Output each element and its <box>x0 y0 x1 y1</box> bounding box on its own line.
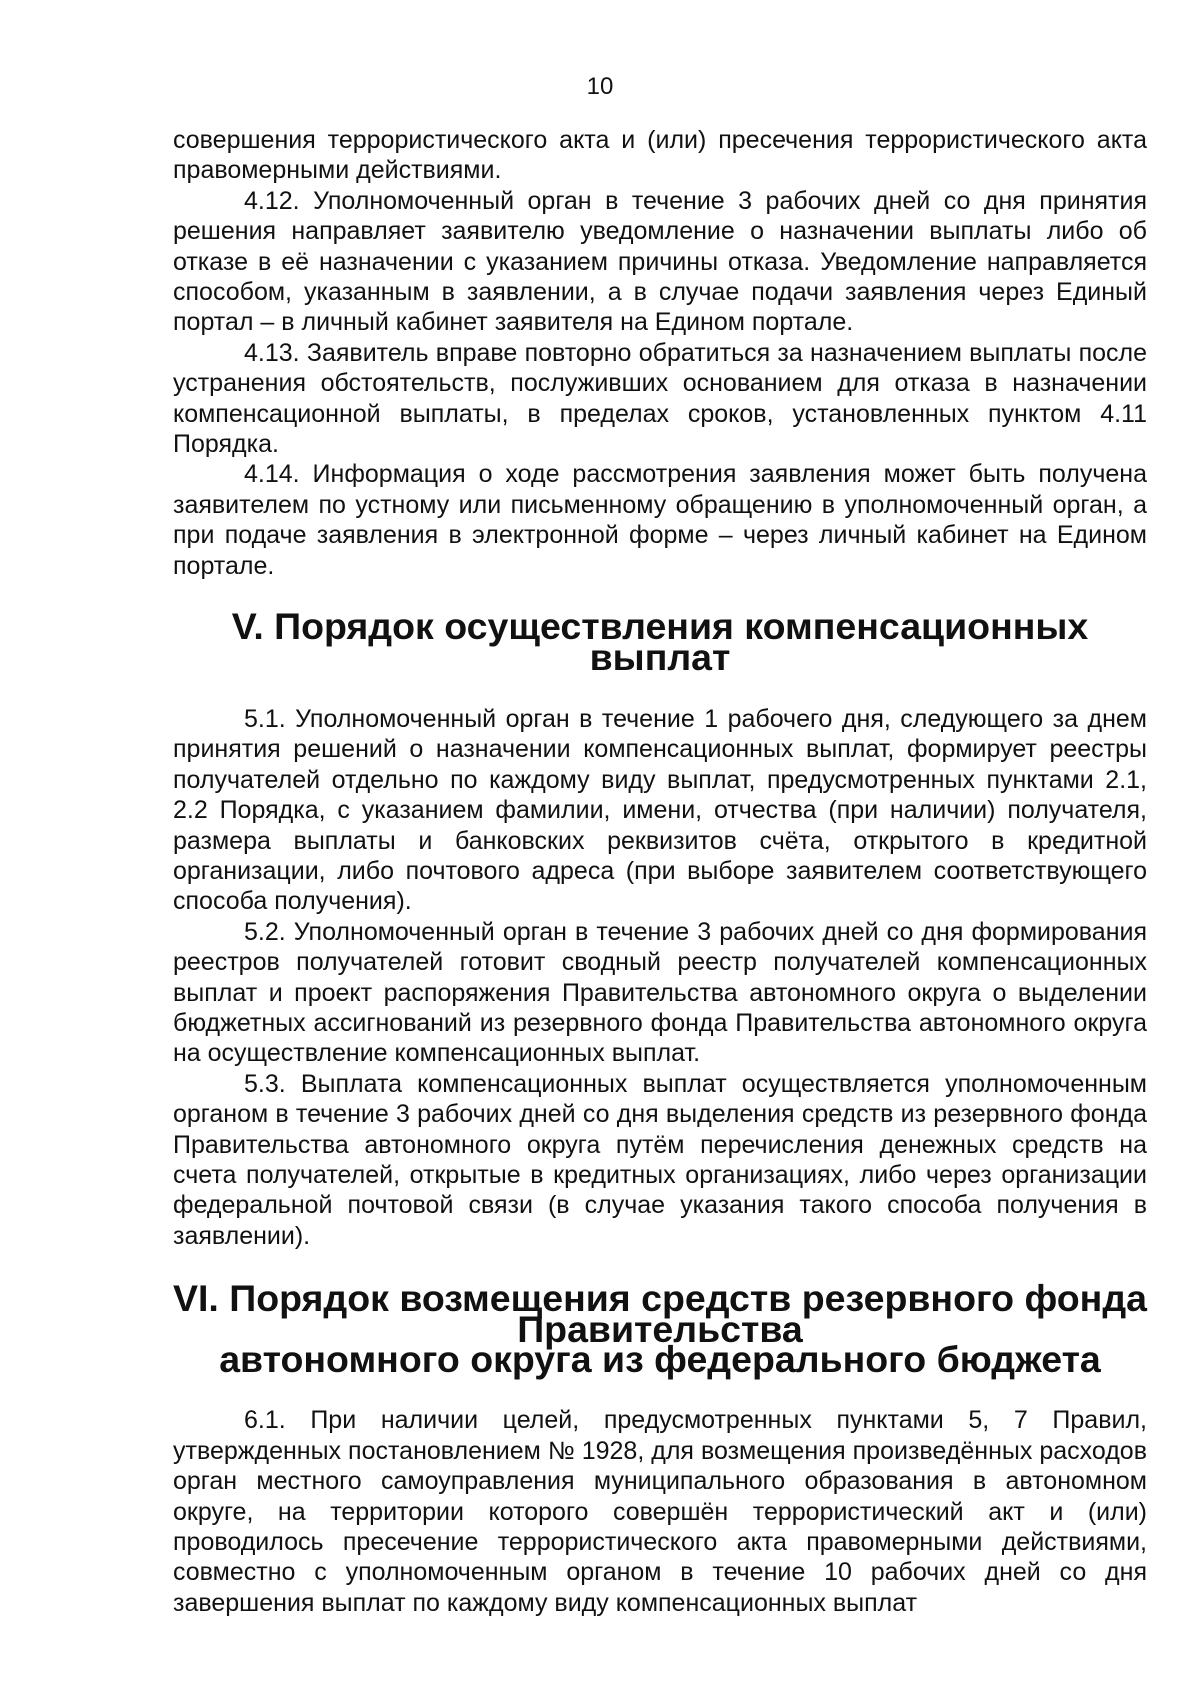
section-vi-heading <box>173 1277 1147 1381</box>
paragraph-5-1: 5.1. Уполномоченный орган в течение 1 рабочего дня, следующего за днем принятия решений о назначении компенсационных выплат, формирует реестры получателей отдельно по каждому виду выплат, предусмотренных пунктами 2.1, 2.2 Порядка, с указанием фамилии, имени, отчества (при наличии) получателя, размера выплаты и банковских реквизитов счёта, открытого в кредитной организации, либо почтового адреса (при выборе заявителем соответствующего способа получения). <box>173 704 1147 916</box>
paragraph-4-14: 4.14. Информация о ходе рассмотрения заявления может быть получена заявителем по устному или письменному обращению в уполномоченный орган, а при подаче заявления в электронной форме – через личный кабинет на Едином портале. <box>173 460 1147 580</box>
section-vi-heading-line2: автономного округа из федерального бюджета <box>219 1338 1101 1381</box>
section-vi-heading-line1: VI. Порядок возмещения средств резервного фонда Правительства <box>173 1277 1147 1350</box>
paragraph-6-1: 6.1. При наличии целей, предусмотренных пунктами 5, 7 Правил, утвержденных постановлением № 1928, для возмещения произведённых расходов орган местного самоуправления муниципального образования в автономном округе, на территории которого совершён террористический акт и (или) проводилось пресечение террористического акта правомерными действиями, совместно с уполномоченным органом в течение 10 рабочих дней со дня завершения выплат по каждому виду компенсационных выплат <box>173 1406 1147 1617</box>
paragraph-continuation: совершения террористического акта и (или) пресечения террористического акта правомерными действиями. <box>173 126 1147 185</box>
paragraph-5-2: 5.2. Уполномоченный орган в течение 3 рабочих дней со дня формирования реестров получателей готовит сводный реестр получателей компенсационных выплат и проект распоряжения Правительства автономного округа о выделении бюджетных ассигнований из резервного фонда Правительства автономного округа на осуществление компенсационных выплат. <box>173 917 1147 1068</box>
paragraph-4-13: 4.13. Заявитель вправе повторно обратиться за назначением выплаты после устранения обстоятельств, послуживших основанием для отказа в назначении компенсационной выплаты, в пределах сроков, установленных пунктом 4.11 Порядка. <box>173 338 1147 459</box>
paragraph-4-12: 4.12. Уполномоченный орган в течение 3 рабочих дней со дня принятия решения направляет заявителю уведомление о назначении выплаты либо об отказе в её назначении с указанием причины отказа. Уведомление направляется способом, указанным в заявлении, а в случае подачи заявления через Единый портал – в личный кабинет заявителя на Едином портале. <box>173 186 1147 337</box>
paragraph-5-3: 5.3. Выплата компенсационных выплат осуществляется уполномоченным органом в течение 3 рабочих дней со дня выделения средств из резервного фонда Правительства автономного округа путём перечисления денежных средств на счета получателей, открытые в кредитных организациях, либо через организации федеральной почтовой связи (в случае указания такого способа получения в заявлении). <box>173 1069 1147 1250</box>
section-v-heading: V. Порядок осуществления компенсационных выплат <box>231 605 1089 678</box>
document-body <box>173 125 1147 1618</box>
page-number: 10 <box>586 73 614 100</box>
